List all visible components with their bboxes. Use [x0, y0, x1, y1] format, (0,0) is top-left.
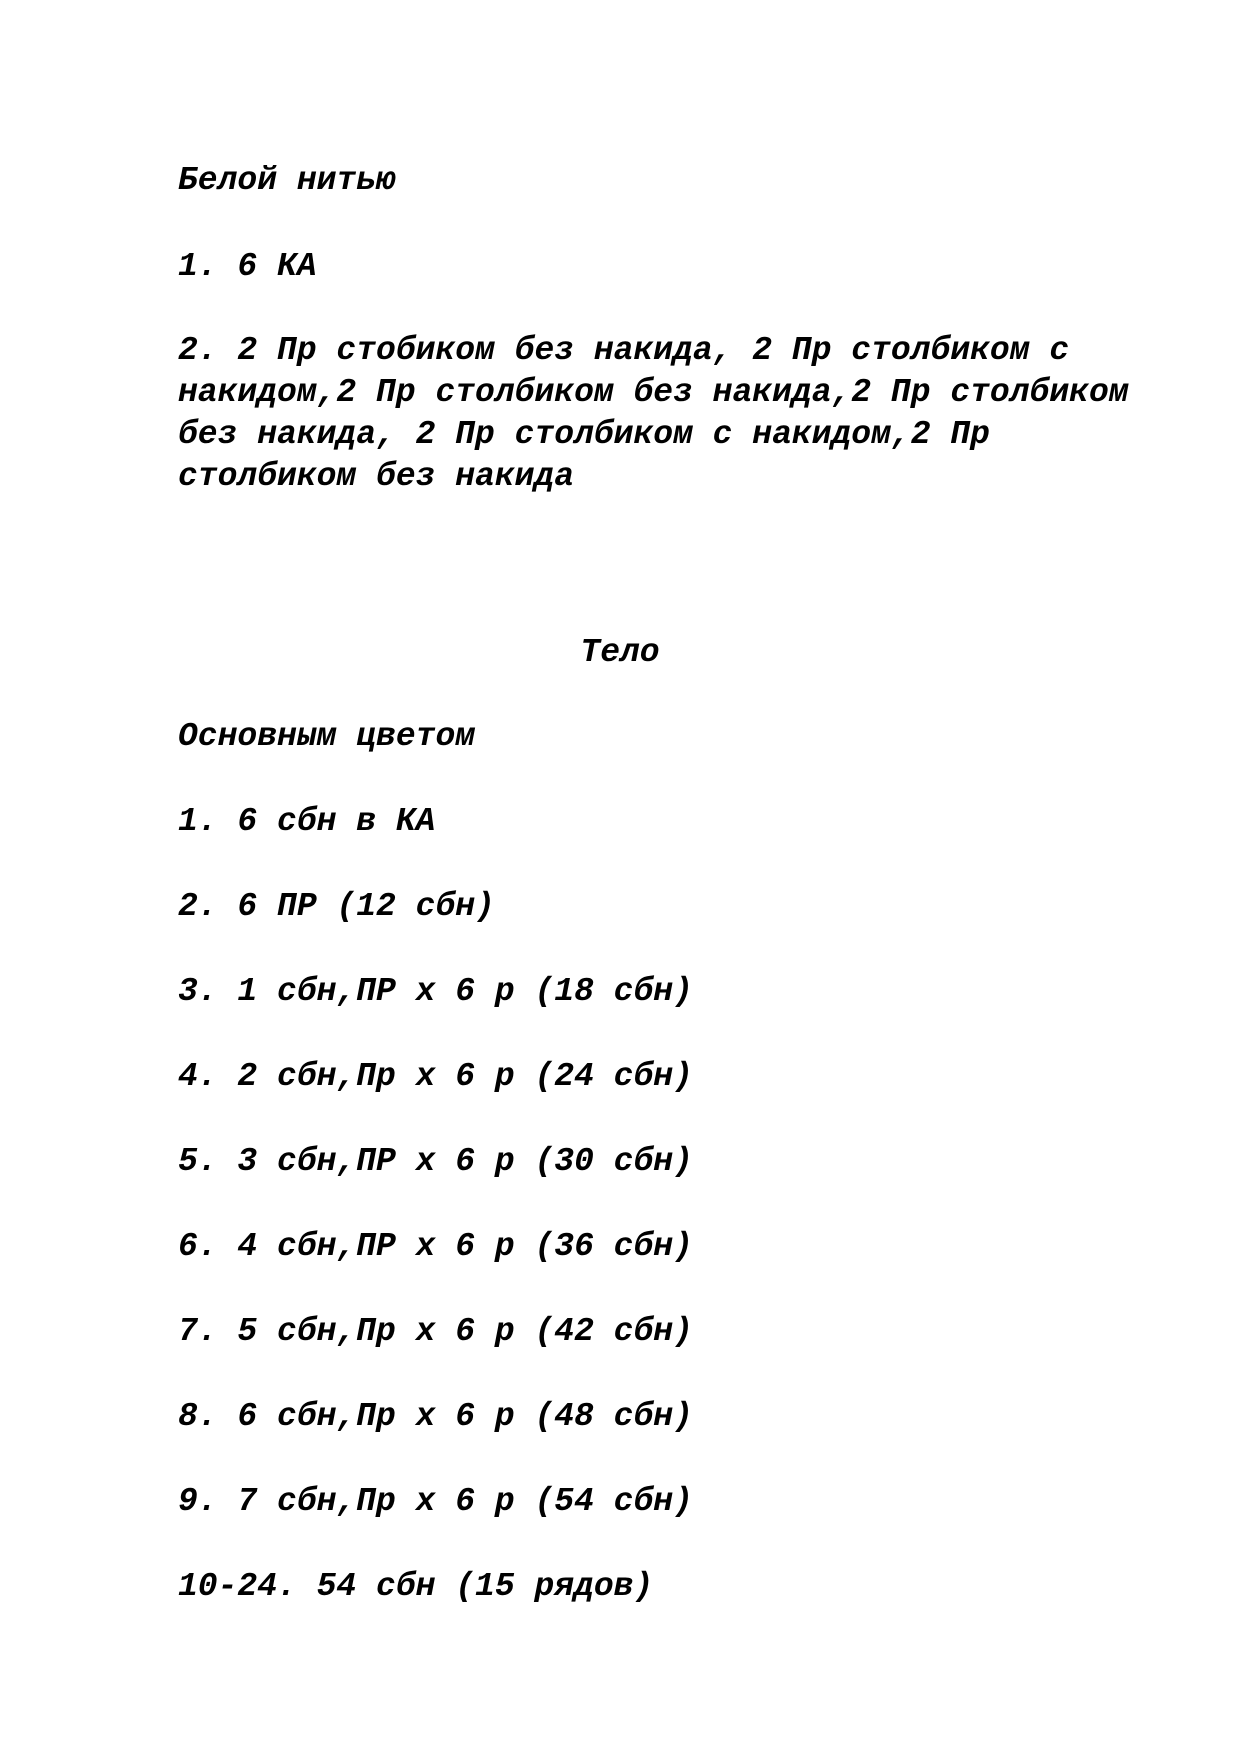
- instruction-row: 5. 3 сбн,ПР х 6 р (30 сбн): [178, 1143, 693, 1180]
- instruction-row: 2. 6 ПР (12 сбн): [178, 888, 495, 925]
- instruction-paragraph: 2. 2 Пр стобиком без накида, 2 Пр столбиком с накидом,2 Пр столбиком без накида,2 Пр столбиком без накида, 2 Пр столбиком с накидом,2 Пр столбиком без накида: [178, 332, 1129, 495]
- instruction-row: 3. 1 сбн,ПР х 6 р (18 сбн): [178, 973, 693, 1010]
- section-title-body: Тело: [580, 634, 660, 671]
- instruction-row: 10-24. 54 сбн (15 рядов): [178, 1568, 654, 1605]
- instruction-row: 8. 6 сбн,Пр х 6 р (48 сбн): [178, 1398, 693, 1435]
- instruction-row: 1. 6 КА: [178, 248, 317, 285]
- instruction-row: 1. 6 сбн в КА: [178, 803, 436, 840]
- instruction-row: 6. 4 сбн,ПР х 6 р (36 сбн): [178, 1228, 693, 1265]
- section-subheading-main-color: Основным цветом: [178, 718, 476, 755]
- instruction-row: 4. 2 сбн,Пр х 6 р (24 сбн): [178, 1058, 693, 1095]
- section-heading-white-thread: Белой нитью: [178, 162, 396, 199]
- instruction-row: 9. 7 сбн,Пр х 6 р (54 сбн): [178, 1483, 693, 1520]
- instruction-row: 7. 5 сбн,Пр х 6 р (42 сбн): [178, 1313, 693, 1350]
